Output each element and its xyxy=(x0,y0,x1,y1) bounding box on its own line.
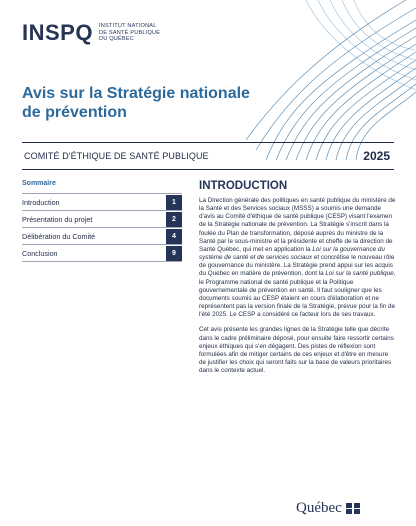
text-run: La Direction générale des politiques en santé publique du ministère de la Santé et des Services sociaux (MSSS) a soumis une demande d'avis au Comité d'éthique de santé publique (CESP) visant l'examen de la Stratégie nationale de prévention. La Stratégie s'inscrit dans la foulée du Plan de transformation, déposé auprès du ministre de la Santé par le sous-ministre et la présidente et cheffe de la direction de Santé Québec, qui met en application la xyxy=(199,197,396,253)
fleurdelise-icon xyxy=(346,503,360,514)
paragraph-2: Cet avis présente les grandes lignes de la Stratégie telle que décrite dans le cadre préliminaire déposé, pour ensuite faire ressortir certains enjeux éthiques qui s'en dégagent. Des pistes de réflexion sont formulées afin de mitiger certains de ces enjeux et d'être en mesure de justifier les choix qui seront faits sur la base de valeurs prioritaires dans le contexte actuel. xyxy=(199,326,394,375)
toc-page-number: 2 xyxy=(166,212,182,227)
document-title xyxy=(22,84,252,122)
toc-item-label: Présentation du projet xyxy=(22,214,93,224)
text-run: et concrétise le nouveau rôle de gouvernance du ministère. La Stratégie prend appui sur les acquis du Québec en matière de prévention, dont la xyxy=(199,254,395,278)
text-run: , le Programme national de santé publique et la Politique gouvernementale de prévention en santé. Il faut souligner que les documents soumis au CESP étaient en cours d'élaboration et ne représentent pas la version finale de la Stratégie, prévue pour la fin de l'été 2025. Le CESP a considéré ce facteur lors de ses travaux. xyxy=(199,270,396,319)
toc-page-number: 1 xyxy=(166,195,182,210)
toc-page-number: 9 xyxy=(166,246,182,261)
toc-item-conclusion[interactable] xyxy=(22,244,182,262)
logo-sub-line: DE SANTÉ PUBLIQUE xyxy=(98,29,161,36)
title-line: Avis sur la Stratégie nationale xyxy=(22,85,250,102)
inspq-logo xyxy=(22,22,160,44)
logo-sub-line: DU QUÉBEC xyxy=(98,36,135,43)
toc-title: Sommaire xyxy=(22,180,56,187)
table-of-contents xyxy=(22,180,182,262)
toc-item-label: Conclusion xyxy=(22,248,58,258)
logo-subtitle xyxy=(99,23,160,42)
publication-year: 2025 xyxy=(363,149,390,163)
toc-item-introduction[interactable] xyxy=(22,193,182,210)
toc-item-deliberation[interactable] xyxy=(22,227,182,244)
decorative-waves xyxy=(246,0,416,160)
toc-item-label: Introduction xyxy=(22,197,60,207)
committee-name: COMITÉ D'ÉTHIQUE DE SANTÉ PUBLIQUE xyxy=(24,151,209,161)
committee-bar xyxy=(22,142,394,170)
title-line: de prévention xyxy=(22,104,127,121)
toc-item-label: Délibération du Comité xyxy=(22,231,96,241)
toc-item-presentation[interactable] xyxy=(22,210,182,227)
main-content xyxy=(199,180,396,382)
logo-sub-line: INSTITUT NATIONAL xyxy=(98,23,157,30)
paragraph-1 xyxy=(199,197,396,319)
law-title: Loi sur la santé publique xyxy=(325,270,394,278)
toc-page-number: 4 xyxy=(166,229,182,244)
law-title: Loi sur la gouvernance du système de santé et de services sociaux xyxy=(199,245,385,262)
logo-wordmark: INSPQ xyxy=(22,20,93,45)
section-heading: INTRODUCTION xyxy=(199,180,288,192)
quebec-wordmark: Québec xyxy=(296,500,342,516)
quebec-logo xyxy=(296,500,360,517)
